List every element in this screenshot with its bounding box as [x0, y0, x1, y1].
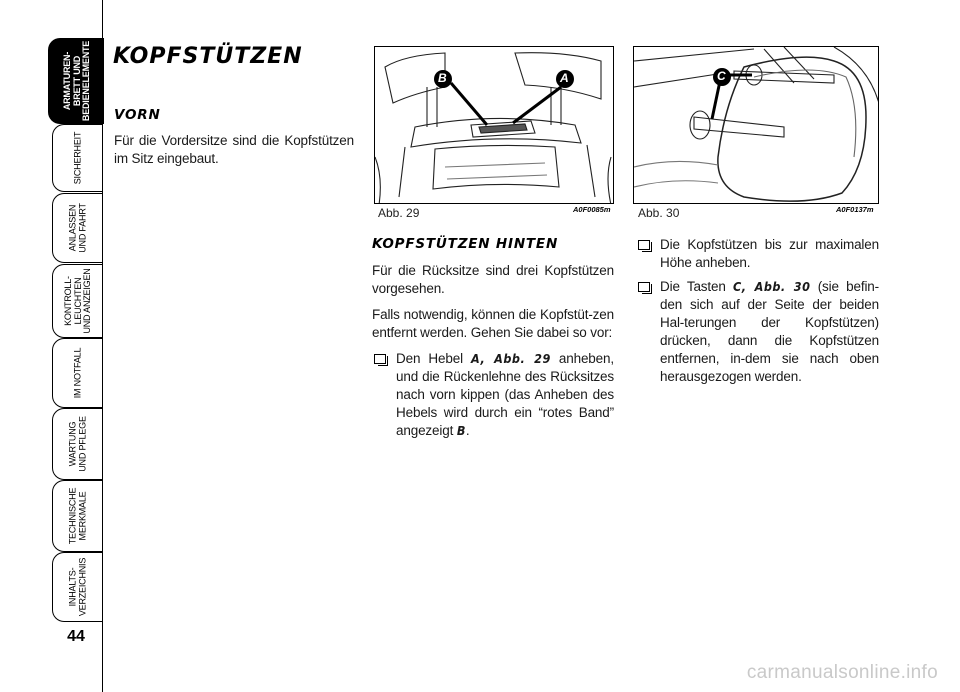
chapter-tab-rail [0, 0, 104, 692]
rear-paragraph-2: Falls notwendig, können die Kopfstüt-zen entfernt werden. Gehen Sie dabei so vor: [372, 307, 614, 340]
bullet-text: Die Kopfstützen bis zur maximalen Höhe anheben. [660, 237, 879, 270]
figure-reference: C, Abb. 30 [733, 279, 811, 294]
bullet-text: Die Tasten C, Abb. 30 (sie befin-den sich auf der Seite der beiden Hal-terungen der Kopfstützen) drücken, dann die Kopfstützen entfernen, in-dem sie nach oben herausgezogen werden. [660, 279, 880, 384]
fig30-code: A0F0137m [836, 205, 874, 214]
checkbox-bullet-icon [638, 282, 650, 292]
tab-technische-merkmale[interactable] [52, 480, 102, 552]
tab-inhaltsverzeichnis[interactable] [52, 552, 102, 622]
rear-text-block [372, 262, 614, 446]
tab-im-notfall[interactable] [52, 338, 102, 408]
front-text: Für die Vordersitze sind die Kopfstützen im Sitz eingebaut. [114, 133, 354, 166]
tab-label: IM NOTFALL [71, 347, 82, 399]
bullet-lever [372, 350, 614, 440]
tab-label: SICHERHEIT [71, 131, 82, 185]
fig29-code: A0F0085m [573, 205, 611, 214]
tab-label: INHALTS- VERZEICHNIS [67, 557, 87, 617]
tab-label: ANLASSEN UND FAHRT [67, 203, 87, 253]
fig30-caption: Abb. 30 [638, 206, 680, 220]
right-text-block [636, 236, 879, 392]
tab-kontrollleuchten[interactable] [52, 264, 102, 338]
bullet-buttons [636, 278, 879, 386]
figure-29 [374, 46, 614, 204]
fig29-label-a: A [560, 71, 569, 85]
front-heading: VORN [114, 107, 161, 123]
fig30-label-c: C [717, 69, 726, 83]
bullet-raise [636, 236, 879, 272]
figure-30 [633, 46, 879, 204]
figure-reference: B [456, 423, 466, 438]
checkbox-bullet-icon [374, 354, 386, 364]
tab-label: WARTUNG UND PFLEGE [67, 416, 87, 472]
figure-30-illustration [634, 47, 879, 204]
tab-anlassen[interactable] [52, 193, 102, 263]
figure-29-illustration [375, 47, 614, 204]
rear-paragraph-1: Für die Rücksitze sind drei Kopfstützen vorgesehen. [372, 263, 614, 296]
tab-label: ARMATUREN- BRETT UND BEDIENELEMENTE [61, 40, 91, 122]
fig29-caption: Abb. 29 [378, 206, 420, 220]
checkbox-bullet-icon [638, 240, 650, 250]
front-text-block [114, 132, 354, 176]
tab-wartung[interactable] [52, 408, 102, 480]
watermark: carmanualsonline.info [746, 662, 938, 683]
tab-label: TECHNISCHE MERKMALE [67, 487, 87, 545]
page-title: KOPFSTÜTZEN [113, 44, 303, 69]
tab-armaturenbrett[interactable] [48, 38, 104, 124]
page-number: 44 [67, 628, 85, 645]
figure-reference: A, Abb. 29 [471, 351, 551, 366]
bullet-text: Den Hebel A, Abb. 29 anheben, und die Rückenlehne des Rücksitzes nach vorn kippen (das Anheben des Hebels wird durch ein “rotes Band” angezeigt B. [396, 351, 614, 438]
tab-label: KONTROLL- LEUCHTEN UND ANZEIGEN [62, 268, 92, 334]
rear-heading: KOPFSTÜTZEN HINTEN [372, 236, 559, 252]
fig29-label-b: B [438, 71, 447, 85]
tab-sicherheit[interactable] [52, 124, 102, 192]
